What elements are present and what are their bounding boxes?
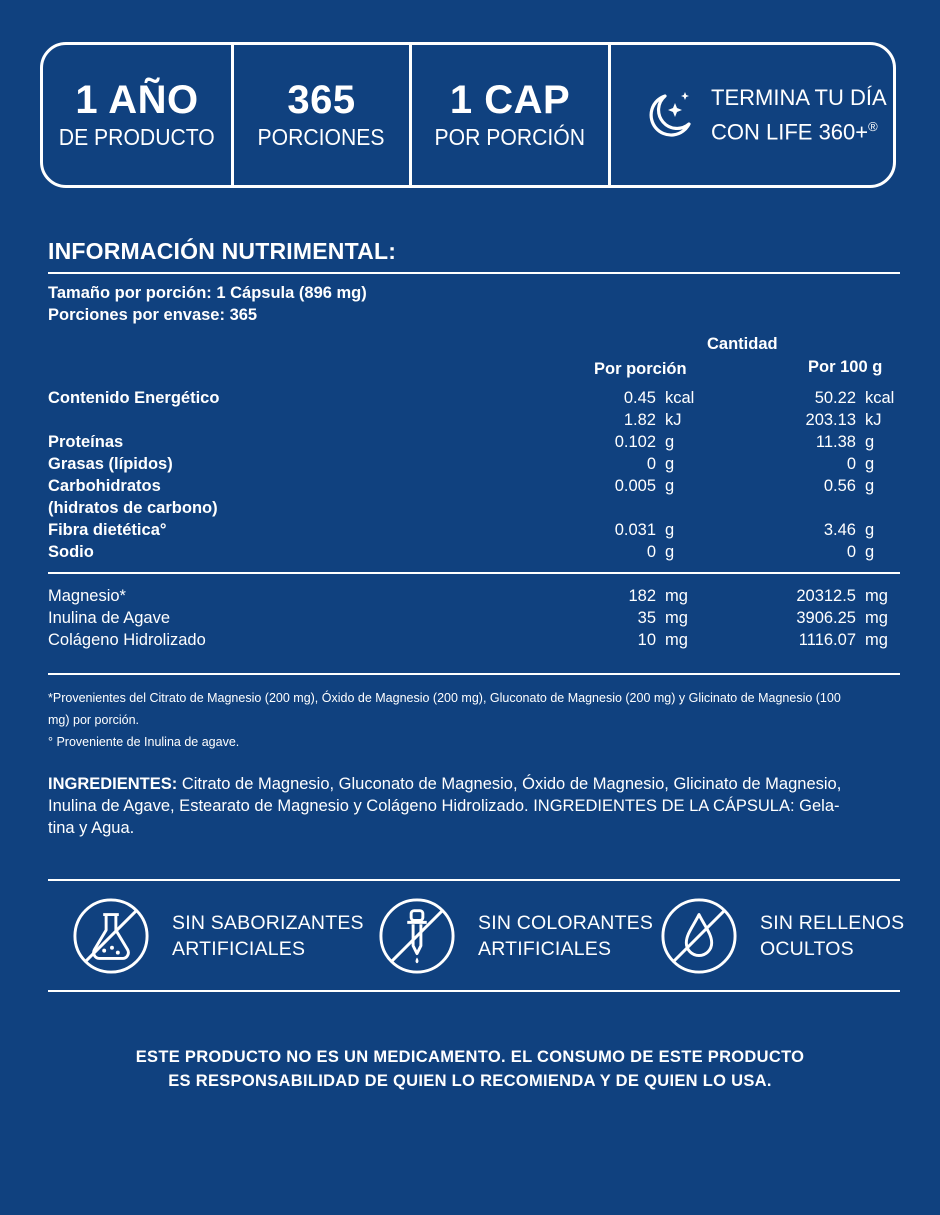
per-serving-unit: mg — [665, 609, 688, 627]
per-serving-unit: kJ — [665, 411, 682, 429]
per-100g-unit: g — [865, 477, 875, 495]
feature-one-year-value: 1 AÑO — [75, 78, 199, 122]
feature-capsule-value: 1 CAP — [449, 78, 571, 122]
footnote-magnesium-line1: *Provenientes del Citrato de Magnesio (200 mg), Óxido de Magnesio (200 mg), Gluconato de Magnesio (200 mg) y Glicinato de Magnesio (100 — [48, 691, 841, 705]
claim-no-colorants-line2: ARTIFICIALES — [478, 938, 612, 960]
nutrient-label: Sodio — [48, 543, 94, 561]
divider — [48, 879, 900, 881]
nutrient-label: Colágeno Hidrolizado — [48, 631, 206, 649]
ingredients — [48, 773, 904, 839]
per-100g-value: 11.38 — [815, 433, 856, 451]
feature-end-day-text — [711, 83, 887, 146]
feature-capsule-label: POR PORCIÓN — [434, 124, 586, 150]
per-serving-value: 0.005 — [614, 477, 656, 495]
per-100g-value: 0 — [846, 543, 856, 561]
registered-mark: ® — [868, 119, 878, 135]
footnote-magnesium — [48, 687, 841, 731]
ingredients-text: Citrato de Magnesio, Gluconato de Magnesio, Óxido de Magnesio, Glicinato de Magnesio, — [177, 775, 842, 793]
claim-no-colorants — [378, 896, 653, 976]
per-100g-value: 50.22 — [814, 389, 856, 407]
feature-servings — [234, 45, 409, 185]
disclaimer-line2: ES RESPONSABILIDAD DE QUIEN LO RECOMIENDA Y DE QUIEN LO USA. — [168, 1072, 772, 1090]
features-banner — [40, 42, 896, 188]
feature-end-day-brand: CON LIFE 360+ — [711, 119, 869, 145]
no-flask-icon — [72, 897, 150, 975]
ingredients-line3: tina y Agua. — [48, 819, 135, 837]
footnote-fiber: ° Proveniente de Inulina de agave. — [48, 735, 240, 749]
feature-one-year — [43, 45, 231, 185]
per-100g-unit: g — [865, 543, 875, 561]
disclaimer — [0, 1045, 940, 1093]
nutrient-label: Inulina de Agave — [48, 609, 171, 627]
per-100g-unit: mg — [865, 609, 888, 627]
nutrient-label: Magnesio* — [48, 587, 126, 605]
column-header-per-serving: Por porción — [594, 360, 687, 378]
per-serving-unit: kcal — [665, 389, 695, 407]
claim-no-colorants-text — [478, 910, 653, 962]
per-100g-value: 1116.07 — [798, 631, 856, 649]
per-serving-value: 0 — [646, 543, 656, 561]
divider — [48, 272, 900, 274]
per-100g-value: 20312.5 — [796, 587, 856, 605]
ingredients-line2: Inulina de Agave, Estearato de Magnesio y Colágeno Hidrolizado. INGREDIENTES DE LA CÁPSULA: Gela- — [48, 797, 840, 815]
moon-stars-icon — [639, 86, 697, 144]
per-100g-value: 0 — [846, 455, 856, 473]
per-100g-unit: g — [865, 521, 875, 539]
no-drop-icon — [660, 897, 738, 975]
feature-end-day-line2 — [711, 112, 887, 146]
per-100g-unit: mg — [865, 587, 888, 605]
ingredients-label: INGREDIENTES: — [48, 775, 178, 793]
per-serving-value: 35 — [637, 609, 656, 627]
footnote-magnesium-line2: mg) por porción. — [48, 713, 140, 727]
column-header-per-100g: Por 100 g — [808, 358, 883, 376]
feature-end-day-line1: TERMINA TU DÍA — [711, 85, 887, 111]
nutrient-label: Carbohidratos — [48, 477, 161, 495]
per-100g-unit: kcal — [865, 389, 895, 407]
per-serving-unit: g — [665, 455, 675, 473]
per-100g-unit: kJ — [865, 411, 882, 429]
nutrient-label: Grasas (lípidos) — [48, 455, 173, 473]
nutrient-label: Fibra dietética° — [48, 521, 167, 539]
feature-capsule — [412, 45, 608, 185]
claim-no-colorants-line1: SIN COLORANTES — [478, 912, 654, 934]
per-serving-value: 1.82 — [623, 411, 656, 429]
per-serving-unit: g — [665, 433, 675, 451]
per-serving-value: 182 — [628, 587, 656, 605]
divider — [48, 572, 900, 574]
per-serving-value: 0.031 — [614, 521, 656, 539]
divider — [48, 673, 900, 675]
feature-servings-label: PORCIONES — [258, 124, 385, 150]
per-serving-unit: g — [665, 543, 675, 561]
claim-no-fillers-line2: OCULTOS — [760, 938, 854, 960]
per-100g-unit: mg — [865, 631, 888, 649]
disclaimer-line1: ESTE PRODUCTO NO ES UN MEDICAMENTO. EL CONSUMO DE ESTE PRODUCTO — [135, 1048, 805, 1066]
per-serving-value: 0 — [646, 455, 656, 473]
per-serving-unit: g — [665, 477, 675, 495]
divider — [48, 990, 900, 992]
claim-no-fillers — [660, 896, 904, 976]
per-100g-value: 3.46 — [823, 521, 856, 539]
per-100g-value: 0.56 — [823, 477, 856, 495]
nutrient-label: (hidratos de carbono) — [48, 499, 218, 517]
serving-size: Tamaño por porción: 1 Cápsula (896 mg) — [48, 284, 367, 302]
claim-no-flavors-line1: SIN SABORIZANTES — [172, 912, 364, 934]
claim-no-flavors-line2: ARTIFICIALES — [172, 938, 306, 960]
feature-end-day — [611, 45, 893, 185]
nutrition-title: INFORMACIÓN NUTRIMENTAL: — [48, 238, 397, 264]
per-100g-unit: g — [865, 433, 875, 451]
per-serving-unit: mg — [665, 631, 688, 649]
feature-servings-value: 365 — [287, 78, 356, 122]
per-100g-value: 3906.25 — [796, 609, 856, 627]
per-serving-value: 0.45 — [623, 389, 656, 407]
per-serving-value: 10 — [637, 631, 656, 649]
column-group-header: Cantidad — [707, 335, 778, 353]
per-serving-value: 0.102 — [614, 433, 656, 451]
per-serving-unit: g — [665, 521, 675, 539]
ingredients-line1 — [48, 773, 904, 795]
servings-per-container: Porciones por envase: 365 — [48, 306, 258, 324]
per-serving-unit: mg — [665, 587, 688, 605]
no-dropper-icon — [378, 897, 456, 975]
per-100g-value: 203.13 — [805, 411, 856, 429]
claim-no-flavors-text — [172, 910, 364, 962]
per-100g-unit: g — [865, 455, 875, 473]
nutrient-label: Proteínas — [48, 433, 124, 451]
claim-no-fillers-line1: SIN RELLENOS — [760, 912, 905, 934]
claim-no-fillers-text — [760, 910, 904, 962]
feature-one-year-label: DE PRODUCTO — [59, 124, 215, 150]
claim-no-flavors — [72, 896, 364, 976]
nutrient-label: Contenido Energético — [48, 389, 220, 407]
